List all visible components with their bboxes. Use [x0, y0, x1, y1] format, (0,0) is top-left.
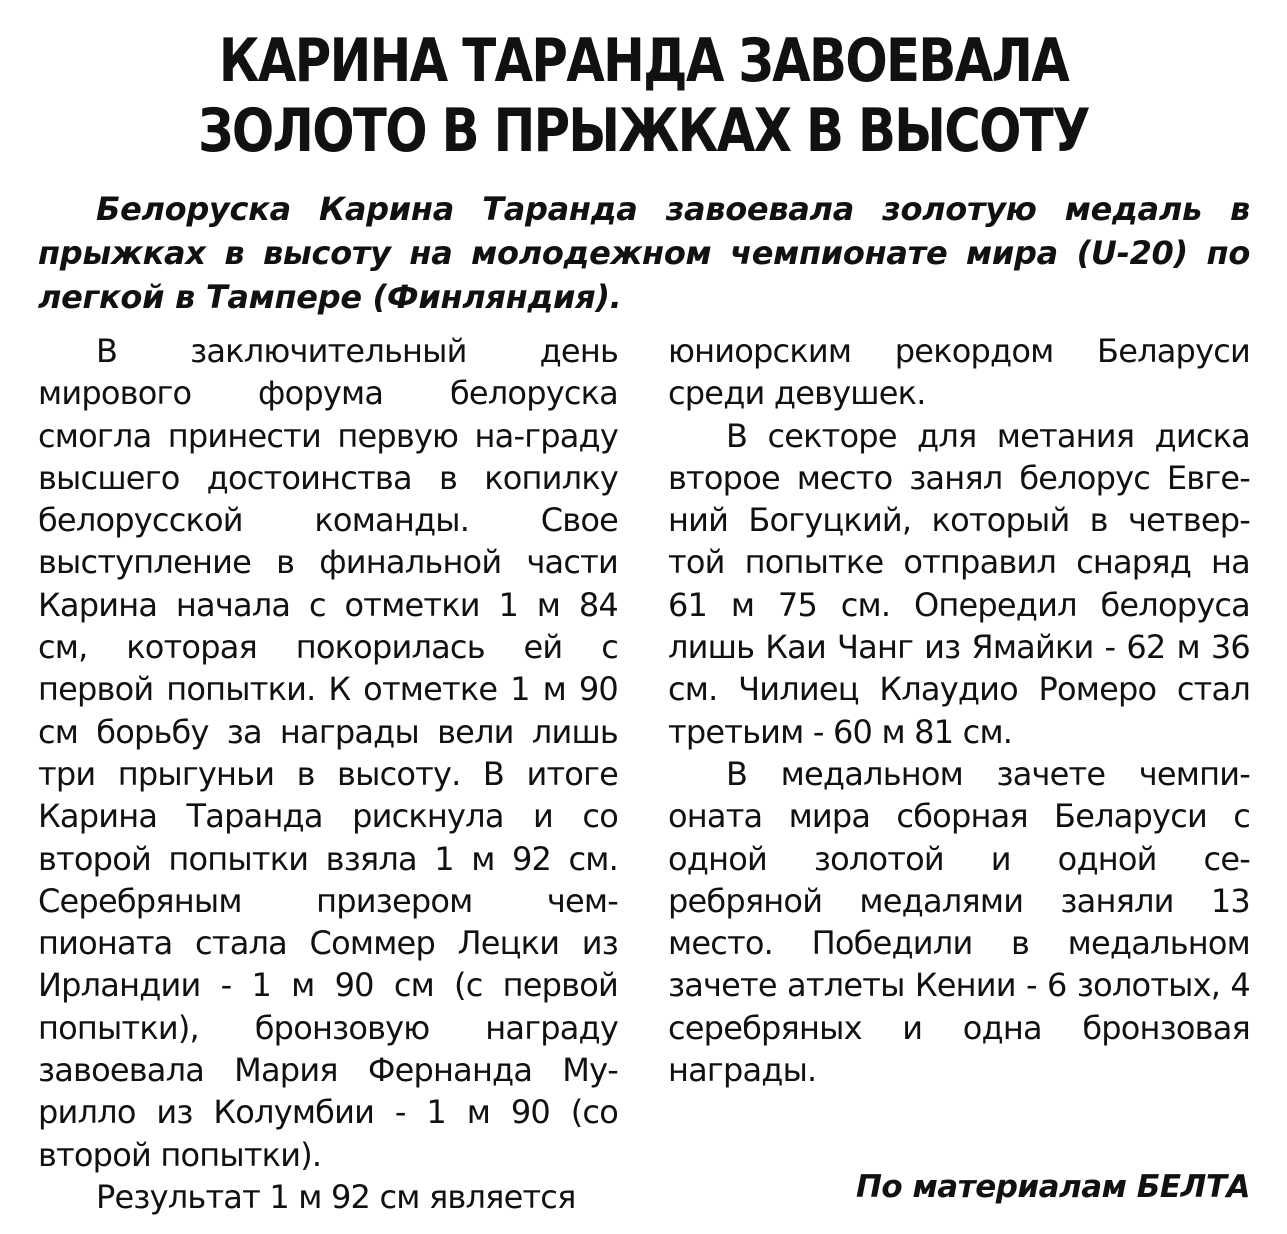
article-headline: КАРИНА ТАРАНДА ЗАВОЕВАЛА ЗОЛОТО В ПРЫЖКАХ В ВЫСОТУ [198, 26, 1089, 166]
paragraph: В медальном зачете чемпи-оната мира сборная Беларуси с одной золотой и одной се-ребряной медалями заняли 13 место. Победили в медальном зачете атлеты Кении - 6 золотых, 4 серебряных и одна бронзовая награды. [668, 754, 1250, 1090]
article-lead: Белоруска Карина Таранда завоевала золотую медаль в прыжках в высоту на молодежном чемпионате мира (U-20) по легкой в Тампере (Финляндия). [38, 190, 1250, 316]
paragraph: В заключительный день мирового форума белоруска смогла принести первую на-граду высшего достоинства в копилку белорусской команды. Свое выступление в финальной части Карина начала с отметки 1 м 84 см, которая покорилась ей с первой попытки. К отметке 1 м 90 см борьбу за награды вели лишь три прыгуньи в высоту. В итоге Карина Таранда рискнула и со второй попытки взяла 1 м 92 см. Серебряным призером чем-пионата стала Соммер Лецки из Ирландии - 1 м 90 см (с первой попытки), бронзовую награду завоевала Мария Фернанда Му-рилло из Колумбии - 1 м 90 (со второй попытки). [38, 332, 618, 1174]
paragraph: Результат 1 м 92 см является [96, 1177, 576, 1216]
left-column [38, 330, 618, 1218]
article-source: По материалам БЕЛТА [855, 1169, 1250, 1205]
paragraph-continued: юниорским рекордом Беларуси среди девушек. [668, 332, 1250, 413]
right-column [668, 330, 1250, 1091]
paragraph: В секторе для метания диска второе место занял белорус Евге-ний Богуцкий, который в четвер-той попытке отправил снаряд на 61 м 75 см. Опередил белоруса лишь Каи Чанг из Ямайки - 62 м 36 см. Чилиец Клаудио Ромеро стал третьим - 60 м 81 см. [668, 416, 1250, 751]
